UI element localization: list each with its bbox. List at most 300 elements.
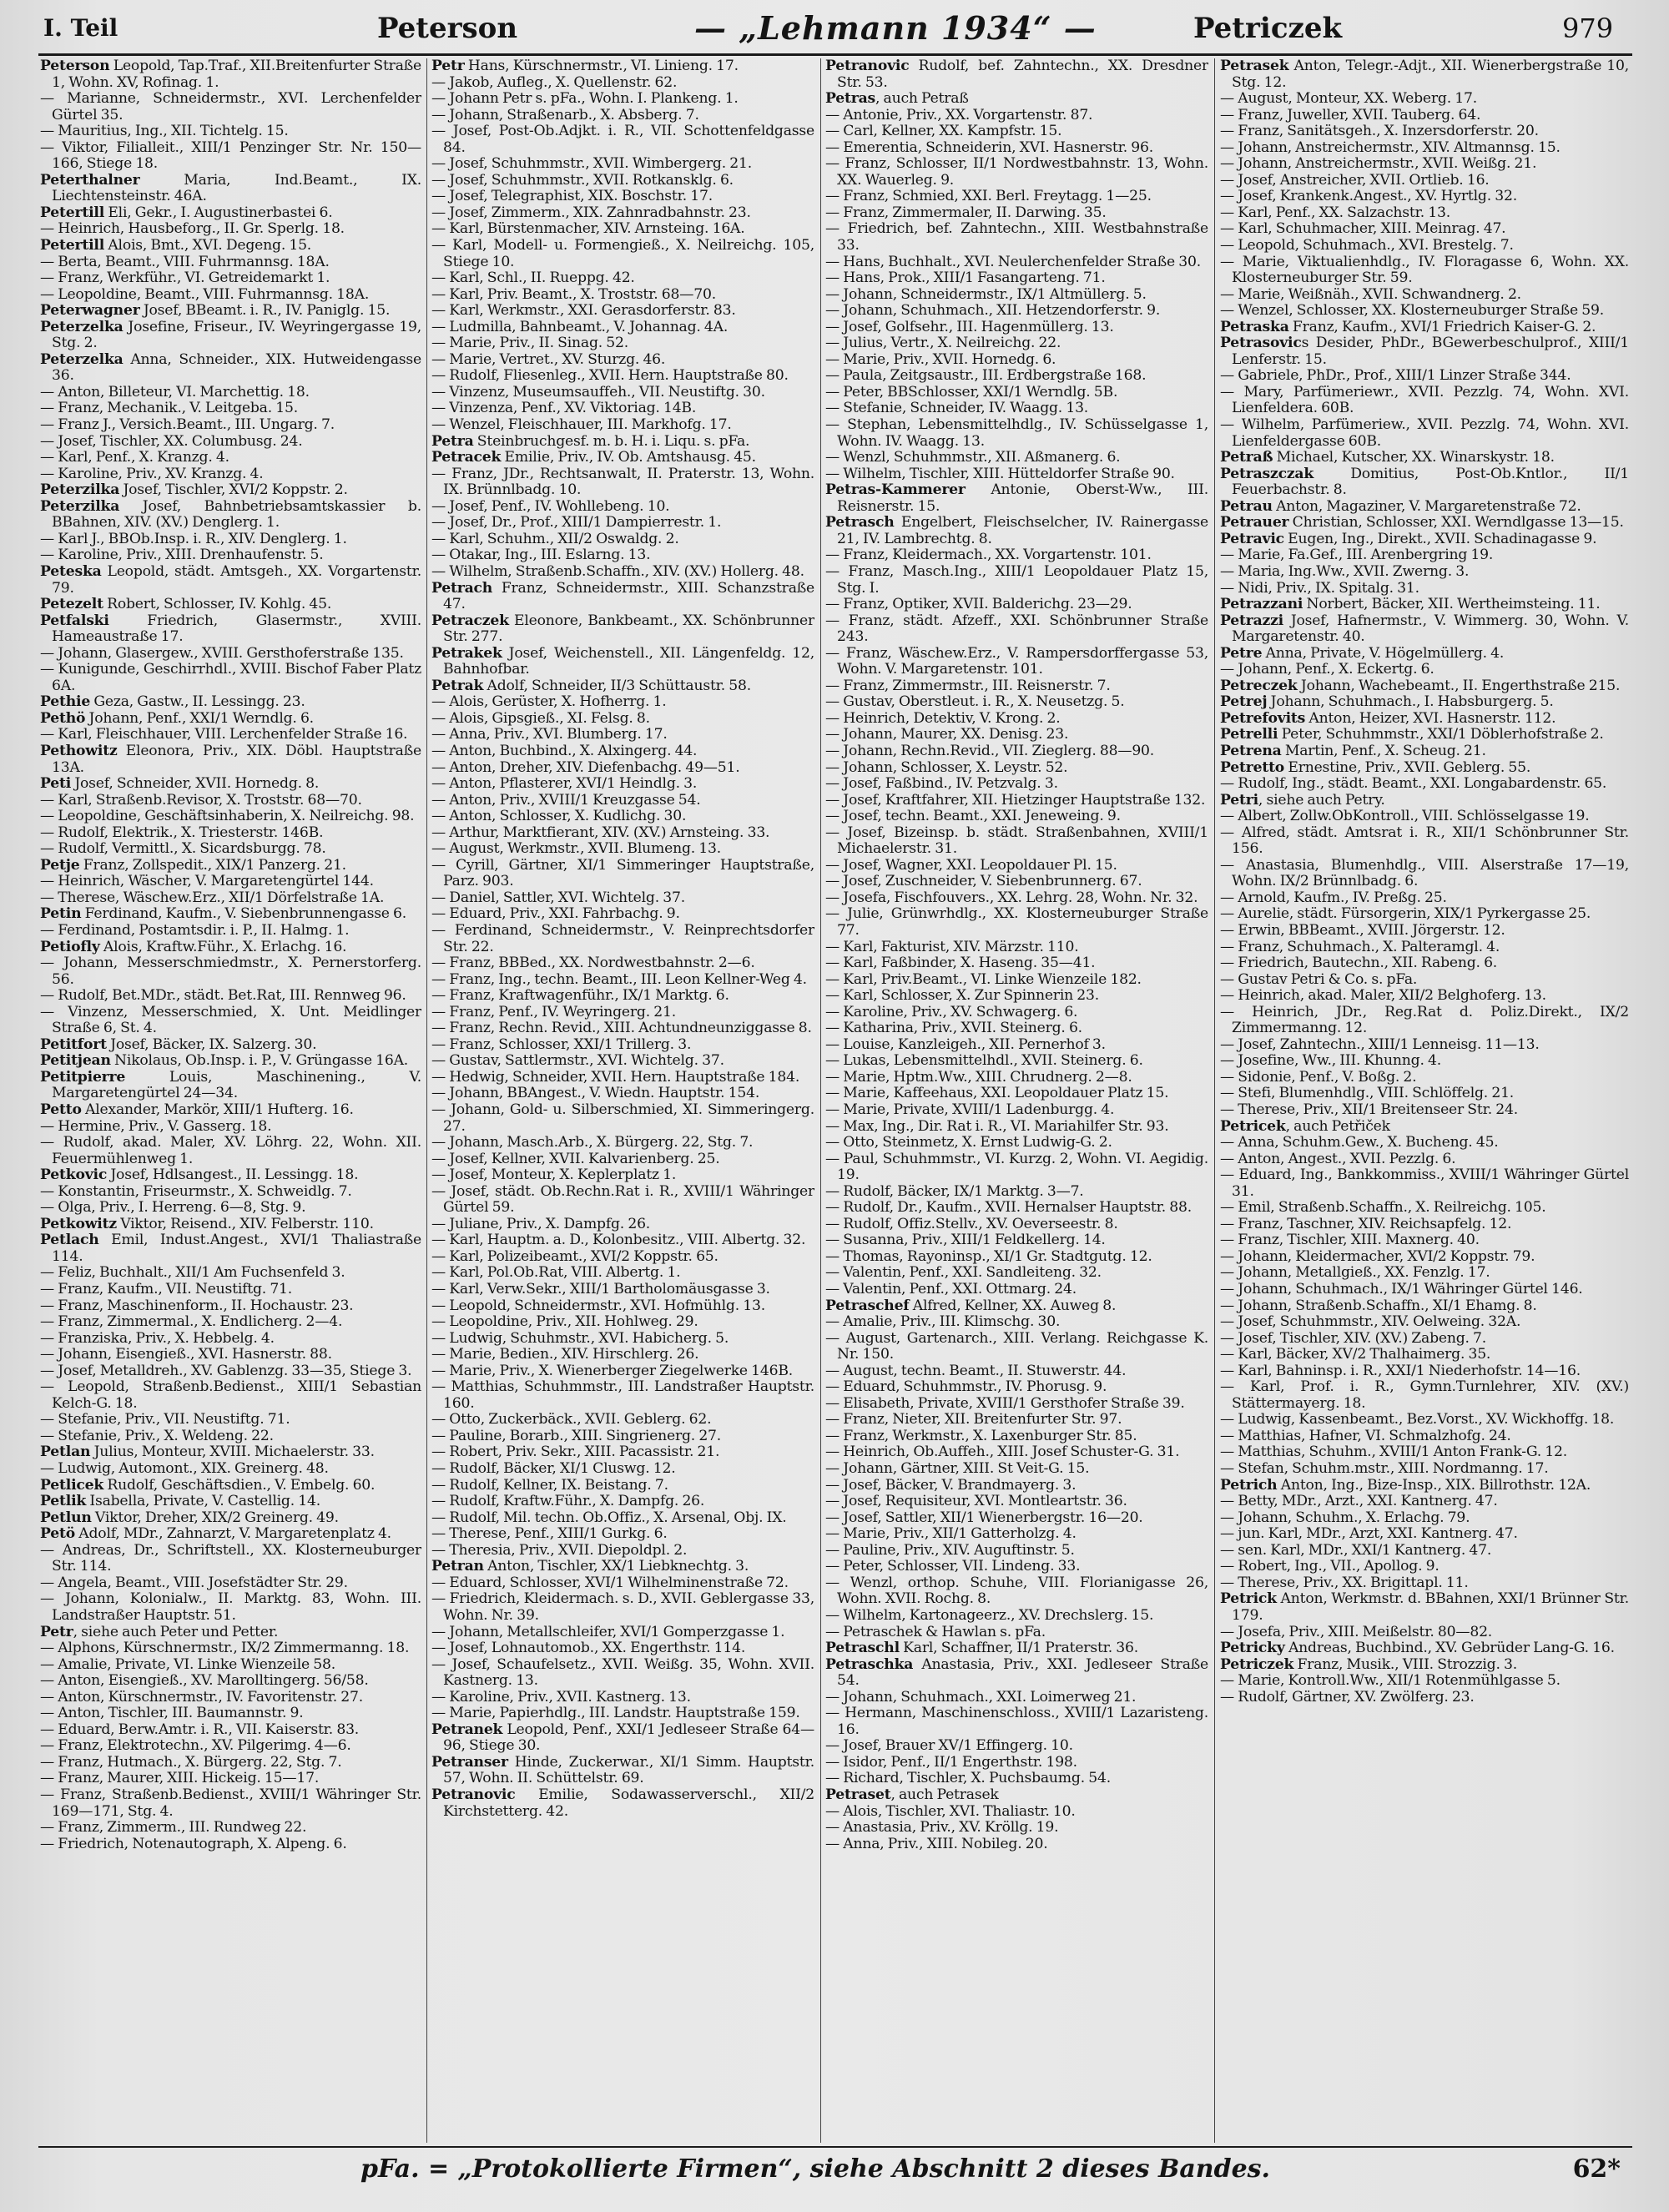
directory-entry xyxy=(825,287,1208,304)
directory-entry xyxy=(40,1347,421,1363)
entry-text: — Leopoldine, Beamt., VIII. Fuhrmannsg. 18A. xyxy=(40,285,370,303)
directory-entry xyxy=(1220,368,1629,385)
entry-text: — Heinrich, Wäscher, V. Margaretengürtel 144. xyxy=(40,873,374,890)
directory-entry xyxy=(825,988,1208,1005)
directory-entry xyxy=(1220,940,1629,956)
entry-text: — Josef, Krankenk.Angest., XV. Hyrtlg. 32. xyxy=(1220,188,1517,205)
directory-entry xyxy=(40,1837,421,1853)
directory-entry xyxy=(40,352,421,385)
directory-entry xyxy=(431,1510,814,1527)
entry-text: — Josef, Anstreicher, XVII. Ortlieb. 16. xyxy=(1220,171,1490,189)
entry-text: — Johann, Schuhm., X. Erlachg. 79. xyxy=(1220,1509,1470,1526)
entry-text: — Feliz, Buchhalt., XII/1 Am Fuchsenfeld 3. xyxy=(40,1264,345,1282)
directory-entry xyxy=(40,1673,421,1690)
directory-entry xyxy=(825,254,1208,271)
directory-entry xyxy=(40,1379,421,1412)
directory-entry xyxy=(431,1037,814,1054)
entry-text: Anton, Heizer, XVI. Hasnerstr. 112. xyxy=(1305,709,1556,727)
directory-entry xyxy=(825,450,1208,466)
directory-entry xyxy=(40,205,421,222)
entry-text: — Heinrich, Detektiv, V. Krong. 2. xyxy=(825,709,1061,727)
entry-text: — Franz, Werkführ., VI. Getreidemarkt 1. xyxy=(40,270,330,287)
entry-text: Domitius, Post-Ob.Kntlor., II/1 Feuerbachstr. 8. xyxy=(1232,465,1629,499)
entry-text: — Cyrill, Gärtner, XI/1 Simmeringer Hauptstraße, Parz. 903. xyxy=(431,856,814,890)
directory-entry xyxy=(40,1135,421,1167)
entry-text: Anton, Telegr.-Adjt., XII. Wienerbergstraße 10, Stg. 12. xyxy=(1232,58,1629,91)
entry-text: — Josef, Tischler, XX. Columbusg. 24. xyxy=(40,432,303,450)
directory-entry xyxy=(40,91,421,123)
directory-entry xyxy=(825,368,1208,385)
entry-surname: Pethie xyxy=(40,693,91,711)
directory-entry xyxy=(40,1625,421,1641)
directory-entry xyxy=(40,1363,421,1380)
directory-entry xyxy=(431,1591,814,1624)
entry-surname: Petlicek xyxy=(40,1476,104,1494)
entry-text: — Marie, Priv., X. Wienerberger Ziegelwerke 146B. xyxy=(431,1362,794,1379)
entry-text: Leopold, Tap.Traf., XII.Breitenfurter Straße 1, Wohn. XV, Rofinag. 1. xyxy=(52,58,421,91)
entry-text: — Johann Petr s. pFa., Wohn. I. Plankeng. 1. xyxy=(431,90,739,108)
directory-entry xyxy=(825,1657,1208,1690)
directory-entry xyxy=(825,1396,1208,1413)
entry-surname: Pethowitz xyxy=(40,742,118,759)
entry-text: Franz, Zollspedit., XIX/1 Panzerg. 21. xyxy=(79,856,346,874)
directory-entry xyxy=(40,1640,421,1657)
directory-entry xyxy=(825,955,1208,972)
entry-surname: Petriczek xyxy=(1220,1655,1294,1673)
entry-text: — Franz, Taschner, XIV. Reichsapfelg. 12. xyxy=(1220,1215,1512,1232)
entry-text: — Karoline, Priv., XIII. Drenhaufenstr. 5. xyxy=(40,547,324,564)
directory-entry xyxy=(431,385,814,401)
directory-entry xyxy=(825,646,1208,678)
directory-entry xyxy=(825,1265,1208,1282)
entry-text: — Josefine, Ww., III. Khunng. 4. xyxy=(1220,1052,1441,1070)
directory-entry xyxy=(431,1331,814,1348)
directory-entry xyxy=(40,597,421,613)
entry-text: — Franz, Zimmermal., X. Endlicherg. 2—4. xyxy=(40,1313,343,1331)
entry-text: — Vinzenza, Penf., XV. Viktoriag. 14B. xyxy=(431,400,697,417)
directory-entry xyxy=(431,434,814,451)
entry-text: — Rudolf, Bäcker, IX/1 Marktg. 3—7. xyxy=(825,1182,1084,1200)
entry-surname: Petricek xyxy=(1220,1117,1286,1135)
entry-surname: Petr xyxy=(431,58,465,74)
entry-text: — Stefanie, Priv., VII. Neustiftg. 71. xyxy=(40,1411,290,1428)
entry-text: — Anton, Buchbind., X. Alxingerg. 44. xyxy=(431,742,698,759)
page-header xyxy=(43,9,1629,48)
entry-text: Anton, Werkmstr. d. BBahnen, XXI/1 Brünner Str. 179. xyxy=(1232,1590,1629,1624)
entry-text: Isabella, Private, V. Castellig. 14. xyxy=(86,1493,320,1510)
directory-entry xyxy=(40,1787,421,1820)
entry-text: — Franz, Juweller, XVII. Tauberg. 64. xyxy=(1220,106,1481,123)
directory-entry xyxy=(431,1184,814,1217)
entry-text: — Eduard, Schuhmmstr., IV. Phorusg. 9. xyxy=(825,1378,1107,1396)
entry-text: — Gabriele, PhDr., Prof., XIII/1 Linzer Straße 344. xyxy=(1220,367,1571,385)
entry-text: Geza, Gastw., II. Lessingg. 23. xyxy=(90,693,305,711)
entry-surname: Petrach xyxy=(431,579,493,597)
entry-text: — Therese, Penf., XIII/1 Gurkg. 6. xyxy=(431,1525,668,1543)
directory-entry xyxy=(431,1444,814,1461)
sheet-signature: 62* xyxy=(1572,2154,1621,2184)
column-4 xyxy=(1220,58,1629,2143)
entry-surname: Petrakek xyxy=(431,644,502,662)
directory-entry xyxy=(1220,1005,1629,1037)
entry-text: — Friedrich, Bautechn., XII. Rabeng. 6. xyxy=(1220,955,1498,972)
directory-entry xyxy=(1220,1478,1629,1494)
directory-entry xyxy=(431,1086,814,1102)
directory-entry xyxy=(825,401,1208,417)
entry-text: — August, Werkmstr., XVII. Blumeng. 13. xyxy=(431,840,722,858)
entry-text: — Marie, Priv., II. Sinag. 52. xyxy=(431,335,629,352)
entry-text: , auch Petřiček xyxy=(1285,1117,1390,1135)
directory-entry xyxy=(1220,1461,1629,1478)
entry-text: — Pauline, Priv., XIV. Auguftinstr. 5. xyxy=(825,1541,1075,1559)
entry-text: Emilie, Priv., IV. Ob. Amtshausg. 45. xyxy=(501,449,756,466)
page-footer xyxy=(43,2154,1629,2193)
entry-text: — Nidi, Priv., IX. Spitalg. 31. xyxy=(1220,579,1419,597)
entry-surname: Petraschef xyxy=(825,1297,910,1314)
directory-entry xyxy=(825,335,1208,352)
entry-text: — Anton, Tischler, III. Baumannstr. 9. xyxy=(40,1705,304,1722)
directory-entry xyxy=(825,1837,1208,1853)
entry-text: — Marie, Papierhdlg., III. Landstr. Hauptstraße 159. xyxy=(431,1705,800,1722)
directory-entry xyxy=(1220,189,1629,205)
entry-text: — Peter, Schlosser, VII. Lindeng. 33. xyxy=(825,1558,1081,1575)
entry-surname: Petitpierre xyxy=(40,1068,126,1086)
directory-entry xyxy=(431,532,814,548)
directory-entry xyxy=(40,1037,421,1054)
entry-text: Anton, Magaziner, V. Margaretenstraße 72. xyxy=(1272,497,1581,515)
entry-text: — Anton, Priv., XVIII/1 Kreuzgasse 54. xyxy=(431,791,701,809)
directory-entry xyxy=(1220,1657,1629,1674)
entry-text: — Friedrich, bef. Zahntechn., XIII. Westbahnstraße 33. xyxy=(825,220,1208,254)
entry-text: — Franz, Ing., techn. Beamt., III. Leon Kellner-Weg 4. xyxy=(431,970,807,988)
directory-entry xyxy=(431,320,814,336)
entry-text: Leopold, Penf., XXI/1 Jedleseer Straße 64—96, Stiege 30. xyxy=(443,1721,814,1755)
entry-text: — Karl, Straßenb.Revisor, X. Troststr. 68—70. xyxy=(40,791,362,809)
directory-entry xyxy=(431,417,814,434)
entry-text: — Juliane, Priv., X. Dampfg. 26. xyxy=(431,1215,651,1232)
directory-entry xyxy=(825,1119,1208,1136)
entry-text: — Franz, Zimmerm., III. Rundweg 22. xyxy=(40,1819,307,1837)
directory-entry xyxy=(1220,499,1629,516)
directory-entry xyxy=(825,1070,1208,1086)
directory-entry xyxy=(1220,955,1629,972)
directory-entry xyxy=(431,1478,814,1494)
directory-entry xyxy=(825,91,1208,108)
directory-entry xyxy=(825,1625,1208,1641)
directory-entry xyxy=(1220,1217,1629,1233)
directory-entry xyxy=(40,1722,421,1739)
directory-entry xyxy=(1220,450,1629,466)
entry-surname: Petranser xyxy=(431,1753,508,1771)
directory-entry xyxy=(40,1005,421,1037)
entry-text: — Marie, Bedien., XIV. Hirschlerg. 26. xyxy=(431,1346,699,1363)
entry-text: — Marie, Priv., XVII. Hornedg. 6. xyxy=(825,350,1056,368)
entry-text: — Karl, Fleischhauer, VIII. Lerchenfelder Straße 16. xyxy=(40,726,408,743)
directory-entry xyxy=(1220,1363,1629,1380)
directory-entry xyxy=(825,417,1208,450)
entry-text: — Anastasia, Priv., XV. Kröllg. 19. xyxy=(825,1819,1059,1837)
entry-text: — Leopold, Schuhmach., XVI. Brestelg. 7. xyxy=(1220,237,1514,254)
entry-text: — Rudolf, Fliesenleg., XVII. Hern. Hauptstraße 80. xyxy=(431,367,789,385)
directory-entry xyxy=(40,1478,421,1494)
directory-entry xyxy=(431,613,814,646)
directory-entry xyxy=(431,1217,814,1233)
directory-entry xyxy=(40,532,421,548)
directory-entry xyxy=(431,352,814,369)
directory-entry xyxy=(40,743,421,776)
directory-entry xyxy=(1220,1200,1629,1217)
directory-entry xyxy=(825,825,1208,858)
entry-text: — Rudolf, Elektrik., X. Triesterstr. 146B. xyxy=(40,824,324,841)
entry-surname: Petrak xyxy=(431,677,484,694)
directory-entry xyxy=(40,1070,421,1102)
directory-entry xyxy=(825,809,1208,825)
entry-text: Johann, Wachebeamt., II. Engerthstraße 215. xyxy=(1297,677,1621,694)
directory-entry xyxy=(1220,320,1629,336)
entry-text: — Olga, Priv., I. Herreng. 6—8, Stg. 9. xyxy=(40,1199,306,1217)
entry-surname: Peterzilka xyxy=(40,497,120,515)
entry-text: Eleonora, Priv., XIX. Döbl. Hauptstraße 13A. xyxy=(52,742,421,776)
entry-text: — Peter, BBSchlosser, XXI/1 Werndlg. 5B. xyxy=(825,383,1118,401)
entry-text: — Richard, Tischler, X. Puchsbaumg. 54. xyxy=(825,1770,1111,1787)
entry-text: — Viktor, Filialleit., XIII/1 Penzinger Str. Nr. 150—166, Stiege 18. xyxy=(40,139,421,173)
header-rule xyxy=(38,53,1632,56)
directory-entry xyxy=(825,140,1208,157)
directory-entry xyxy=(40,1543,421,1575)
entry-text: — Wenzel, Schlosser, XX. Klosterneuburger Straße 59. xyxy=(1220,302,1605,320)
directory-entry xyxy=(1220,238,1629,254)
directory-entry xyxy=(1220,597,1629,613)
entry-text: , auch Petraß xyxy=(875,90,969,108)
directory-entry xyxy=(1220,1232,1629,1249)
last-entry-name: Petriczek xyxy=(1193,12,1343,45)
directory-entry xyxy=(825,221,1208,254)
entry-surname: Petras xyxy=(825,90,876,108)
entry-text: — Franz, Mechanik., V. Leitgeba. 15. xyxy=(40,400,298,417)
entry-text: , siehe auch Peter und Petter. xyxy=(73,1623,279,1640)
entry-surname: Peterthalner xyxy=(40,171,140,189)
entry-text: — Franz, Zimmermaler, II. Darwing. 35. xyxy=(825,204,1107,221)
directory-entry xyxy=(431,466,814,499)
entry-text: — Karl, Bäcker, XV/2 Thalhaimerg. 35. xyxy=(1220,1346,1491,1363)
entry-text: — Karl, Priv. Beamt., X. Troststr. 68—70. xyxy=(431,285,716,303)
entry-text: — Anna, Priv., XIII. Nobileg. 20. xyxy=(825,1835,1048,1852)
entry-text: Leopold, städt. Amtsgeh., XX. Vorgartenstr. 79. xyxy=(52,562,421,597)
entry-text: Anastasia, Priv., XXI. Jedleseer Straße 54. xyxy=(837,1655,1208,1690)
directory-entry xyxy=(431,75,814,92)
entry-text: — Konstantin, Friseurmstr., X. Schweidlg. 7. xyxy=(40,1182,352,1200)
entry-text: — Karl, Werkmstr., XXI. Gerasdorferstr. 83. xyxy=(431,302,736,320)
entry-text: — Karl, Schuhm., XII/2 Oswaldg. 2. xyxy=(431,530,679,547)
directory-entry xyxy=(1220,123,1629,140)
directory-entry xyxy=(431,123,814,156)
entry-text: — Johann, Metallgieß., XX. Fenzlg. 17. xyxy=(1220,1264,1490,1282)
entry-text: — Karl, Schuhmacher, XIII. Meinrag. 47. xyxy=(1220,220,1506,238)
directory-columns xyxy=(40,58,1631,2143)
entry-text: — Matthias, Schuhmmstr., III. Landstraßer Hauptstr. 160. xyxy=(431,1378,814,1412)
entry-text: Andreas, Buchbind., XV. Gebrüder Lang-G. 16. xyxy=(1284,1640,1615,1657)
entry-surname: Peterwagner xyxy=(40,302,140,320)
entry-text: — Otakar, Ing., III. Eslarng. 13. xyxy=(431,547,651,564)
directory-entry xyxy=(40,890,421,907)
directory-entry xyxy=(1220,1086,1629,1102)
entry-surname: Petraszczak xyxy=(1220,465,1314,482)
directory-entry xyxy=(1220,1444,1629,1461)
entry-text: — Anton, Pflasterer, XVI/1 Heindlg. 3. xyxy=(431,775,698,793)
directory-entry xyxy=(1220,825,1629,858)
entry-text: — Josefa, Fischfouvers., XX. Lehrg. 28, Wohn. Nr. 32. xyxy=(825,889,1198,906)
entry-text: Eugen, Ing., Direkt., XVII. Schadinagasse 9. xyxy=(1283,530,1597,547)
entry-text: Josef, Weichenstell., XII. Längenfeldg. 12, Bahnhofbar. xyxy=(443,644,814,678)
entry-text: Johann, Schuhmach., I. Habsburgerg. 5. xyxy=(1267,693,1554,711)
entry-text: Eli, Gekr., I. Augustinerbastei 6. xyxy=(104,204,333,221)
entry-text: — Stefan, Schuhm.mstr., XIII. Nordmanng. 17. xyxy=(1220,1460,1549,1478)
directory-entry xyxy=(1220,906,1629,923)
entry-text: — Josef, Schuhmmstr., XIV. Oelweing. 32A. xyxy=(1220,1313,1521,1331)
directory-entry xyxy=(1220,923,1629,940)
directory-entry xyxy=(825,1804,1208,1821)
entry-text: Josef, Hafnermstr., V. Wimmerg. 30, Wohn. V. Margaretenstr. 40. xyxy=(1232,612,1629,646)
entry-text: Anna, Schneider., XIX. Hutweidengasse 36. xyxy=(52,350,421,385)
entry-text: Viktor, Dreher, XIX/2 Greinerg. 49. xyxy=(91,1509,339,1526)
directory-entry xyxy=(1220,254,1629,287)
entry-text: — Marie, Viktualienhdlg., IV. Floragasse 6, Wohn. XX. Klosterneuburger Str. 59. xyxy=(1220,253,1629,287)
directory-entry xyxy=(1220,1282,1629,1298)
directory-entry xyxy=(431,287,814,304)
entry-text: — Franz, Wäschew.Erz., V. Rampersdorffergasse 53, Wohn. V. Margaretenstr. 101. xyxy=(825,644,1208,678)
entry-surname: Petrauer xyxy=(1220,514,1289,532)
entry-text: Josef, Tischler, XVI/2 Koppstr. 2. xyxy=(119,481,348,499)
entry-text: — Ludwig, Schuhmstr., XVI. Habicherg. 5. xyxy=(431,1329,729,1347)
entry-text: — Karl, Bahninsp. i. R., XXI/1 Niederhofstr. 14—16. xyxy=(1220,1362,1581,1379)
directory-entry xyxy=(40,564,421,597)
entry-surname: Petrick xyxy=(1220,1590,1277,1608)
entry-text: — Franz, Zimmermstr., III. Reisnerstr. 7. xyxy=(825,677,1111,694)
entry-text: — Franz, Kaufm., VII. Neustiftg. 71. xyxy=(40,1281,293,1298)
directory-entry xyxy=(1220,1314,1629,1331)
directory-entry xyxy=(431,499,814,516)
entry-text: — Karoline, Priv., XV. Kranzg. 4. xyxy=(40,465,264,482)
directory-entry xyxy=(1220,1331,1629,1348)
entry-text: — Josef, Schuhmmstr., XVII. Wimbergerg. 21. xyxy=(431,155,752,173)
directory-entry xyxy=(431,711,814,728)
entry-text: Robert, Schlosser, IV. Kohlg. 45. xyxy=(103,596,332,613)
directory-entry xyxy=(40,694,421,711)
entry-surname: Petlun xyxy=(40,1509,92,1526)
directory-entry xyxy=(1220,466,1629,499)
directory-entry xyxy=(825,156,1208,189)
directory-entry xyxy=(40,793,421,809)
entry-text: , auch Petrasek xyxy=(890,1786,999,1803)
directory-entry xyxy=(40,1820,421,1837)
entry-text: — Robert, Priv. Sekr., XIII. Pacassistr. 21. xyxy=(431,1444,720,1461)
entry-surname: Petrazzani xyxy=(1220,596,1303,613)
directory-entry xyxy=(825,320,1208,336)
directory-entry xyxy=(825,1217,1208,1233)
directory-entry xyxy=(40,1298,421,1315)
directory-entry xyxy=(1220,335,1629,368)
directory-entry xyxy=(431,515,814,532)
directory-entry xyxy=(825,597,1208,613)
directory-entry xyxy=(825,189,1208,205)
directory-entry xyxy=(1220,890,1629,907)
entry-text: — Karl, Polizeibeamt., XVI/2 Koppstr. 65. xyxy=(431,1247,719,1265)
entry-text: — Johann, Anstreichermstr., XIV. Altmannsg. 15. xyxy=(1220,139,1561,156)
entry-text: — Jakob, Aufleg., X. Quellenstr. 62. xyxy=(431,73,678,91)
directory-entry xyxy=(40,1706,421,1722)
entry-text: Franz, Schneidermstr., XIII. Schanzstraße 47. xyxy=(443,579,814,613)
directory-entry xyxy=(40,1217,421,1233)
entry-surname: Petraß xyxy=(1220,449,1273,466)
directory-entry xyxy=(1220,140,1629,157)
directory-entry xyxy=(431,1640,814,1657)
entry-text: — Ludwig, Kassenbeamt., Bez.Vorst., XV. Wickhoffg. 18. xyxy=(1220,1411,1615,1428)
entry-surname: Petje xyxy=(40,856,80,874)
entry-text: — Franz, Kleidermach., XX. Vorgartenstr. 101. xyxy=(825,547,1152,564)
directory-entry xyxy=(1220,1053,1629,1070)
directory-entry xyxy=(431,1690,814,1706)
entry-surname: Petraschl xyxy=(825,1640,900,1657)
entry-text: — Johann, Penf., X. Eckertg. 6. xyxy=(1220,661,1435,678)
entry-text: — Erwin, BBBeamt., XVIII. Jörgerstr. 12. xyxy=(1220,921,1505,939)
directory-entry xyxy=(825,1494,1208,1510)
directory-entry xyxy=(431,108,814,124)
directory-entry xyxy=(40,874,421,890)
entry-surname: Petrasch xyxy=(825,514,895,532)
directory-entry xyxy=(431,1005,814,1021)
entry-text: Emilie, Sodawasserverschl., XII/2 Kirchstetterg. 42. xyxy=(443,1786,814,1820)
entry-text: Norbert, Bäcker, XII. Wertheimsteing. 11. xyxy=(1303,596,1601,613)
directory-entry xyxy=(1220,858,1629,890)
directory-entry xyxy=(431,58,814,75)
entry-text: — Ferdinand, Schneidermstr., V. Reinprechtsdorfer Str. 22. xyxy=(431,921,814,955)
entry-text: — Wenzel, Fleischhauer, III. Markhofg. 17. xyxy=(431,416,732,434)
directory-entry xyxy=(825,270,1208,287)
entry-text: — Johann, Schuhmach., XXI. Loimerweg 21. xyxy=(825,1688,1137,1706)
entry-text: — Wilhelm, Kartonageerz., XV. Drechslerg. 15. xyxy=(825,1606,1154,1624)
entry-text: — Leopold, Straßenb.Bedienst., XIII/1 Sebastian Kelch-G. 18. xyxy=(40,1378,421,1412)
directory-entry xyxy=(40,662,421,694)
entry-text: — Josef, Wagner, XXI. Leopoldauer Pl. 15. xyxy=(825,856,1117,874)
entry-surname: Peterzelka xyxy=(40,350,124,368)
directory-entry xyxy=(40,1412,421,1428)
entry-surname: Petretto xyxy=(1220,758,1285,776)
directory-entry xyxy=(825,547,1208,564)
directory-entry xyxy=(431,1135,814,1151)
entry-surname: Petertill xyxy=(40,237,105,254)
entry-text: — Johann, Glasergew., XVIII. Gersthoferstraße 135. xyxy=(40,644,404,662)
entry-text: Hinde, Zuckerwar., XI/1 Simm. Hauptstr. 57, Wohn. II. Schüttelstr. 69. xyxy=(443,1753,814,1787)
directory-entry xyxy=(1220,1673,1629,1690)
entry-surname: Petri xyxy=(1220,791,1258,809)
directory-entry xyxy=(825,1249,1208,1266)
entry-text: — Sidonie, Penf., V. Boßg. 2. xyxy=(1220,1068,1417,1086)
entry-text: — Franz, Elektrotechn., XV. Pilgerimg. 4—6. xyxy=(40,1737,351,1755)
directory-entry xyxy=(40,1738,421,1755)
entry-text: — Josef, Sattler, XII/1 Wienerbergstr. 16—20. xyxy=(825,1509,1143,1526)
directory-entry xyxy=(431,1559,814,1575)
entry-text: — Anna, Priv., XVI. Blumberg. 17. xyxy=(431,726,668,743)
entry-surname: Petertill xyxy=(40,204,105,221)
directory-entry xyxy=(1220,1102,1629,1119)
entry-text: — Franz, Maschinenform., II. Hochaustr. 23. xyxy=(40,1297,354,1314)
directory-entry xyxy=(1220,1135,1629,1151)
entry-text: — Emil, Straßenb.Schaffn., X. Reilreichg. 105. xyxy=(1220,1199,1546,1217)
column-2 xyxy=(431,58,814,2143)
directory-entry xyxy=(431,646,814,678)
entry-text: — Louise, Kanzleigeh., XII. Pernerhof 3. xyxy=(825,1035,1106,1053)
directory-entry xyxy=(825,1135,1208,1151)
